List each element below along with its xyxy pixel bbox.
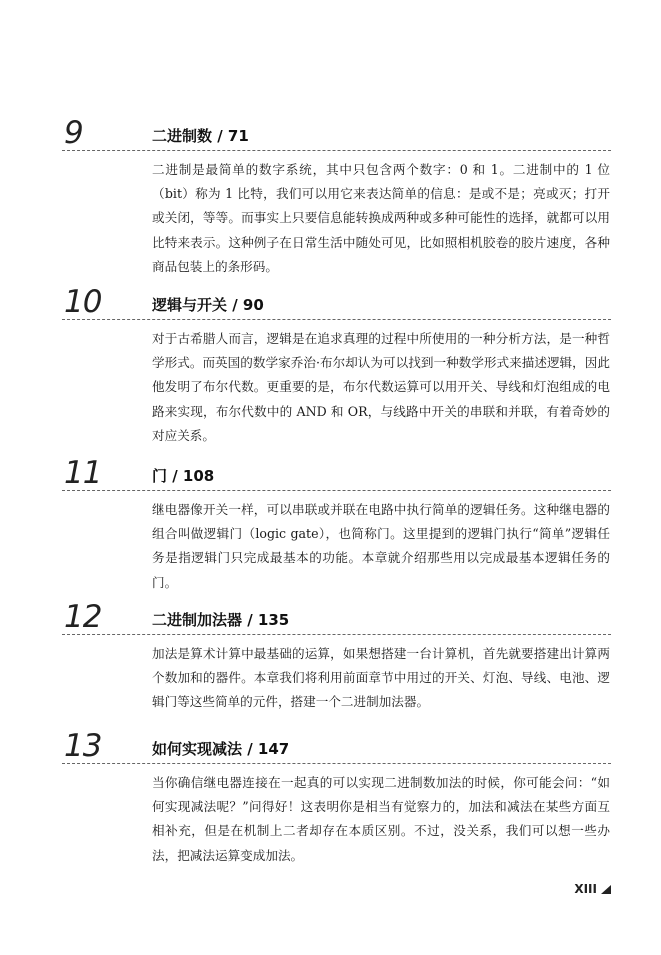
chapter-11: [0, 455, 661, 590]
chapter-number: 9: [64, 115, 83, 151]
chapter-number: 12: [64, 599, 102, 635]
chapter-summary: 二进制是最简单的数字系统，其中只包含两个数字：0 和 1。二进制中的 1 位（bit）称为 1 比特，我们可以用它来表达简单的信息：是或不是；亮或灭；打开或关闭，等等。而事实上只要信息能转换成两种或多种可能性的选择，就都可以用比特来表示。这种例子在日常生活中随处可见，比如照相机胶卷的胶片速度，各种商品包装上的条形码。: [152, 162, 610, 274]
chapter-summary: 继电器像开关一样，可以串联或并联在电路中执行简单的逻辑任务。这种继电器的组合叫做逻辑门（logic gate），也简称门。这里提到的逻辑门执行“简单”逻辑任务是指逻辑门只完成最基本的功能。本章就介绍那些用以完成最基本逻辑任务的门。: [152, 502, 610, 590]
chapter-divider: [62, 763, 611, 764]
page-footer: [574, 882, 611, 896]
chapter-number: 11: [64, 455, 102, 491]
chapter-number: 13: [64, 728, 102, 764]
chapter-header: [0, 456, 661, 490]
chapter-header: [0, 116, 661, 150]
chapter-divider: [62, 319, 611, 320]
chapter-summary: 当你确信继电器连接在一起真的可以实现二进制数加法的时候，你可能会问：“如何实现减法呢？”问得好！这表明你是相当有觉察力的，加法和减法在某些方面互相补充，但是在机制上二者却存在本质区别。不过，没关系，我们可以想一些办法，把减法运算变成加法。: [152, 775, 610, 863]
page-number: XIII: [574, 882, 597, 896]
chapter-summary: 对于古希腊人而言，逻辑是在追求真理的过程中所使用的一种分析方法，是一种哲学形式。而英国的数学家乔治·布尔却认为可以找到一种数学形式来描述逻辑，因此他发明了布尔代数。更重要的是，布尔代数运算可以用开关、导线和灯泡组成的电路来实现，布尔代数中的 AND 和 OR，与线路中开关的串联和并联，有着奇妙的对应关系。: [152, 331, 610, 443]
chapter-divider: [62, 490, 611, 491]
chapter-number: 10: [64, 284, 102, 320]
chapter-summary: 加法是算术计算中最基础的运算，如果想搭建一台计算机，首先就要搭建出计算两个数加和的器件。本章我们将利用前面章节中用过的开关、灯泡、导线、电池、逻辑门等这些简单的元件，搭建一个二进制加法器。: [152, 646, 610, 710]
chapter-header: [0, 729, 661, 763]
chapter-title: 逻辑与开关 / 90: [152, 296, 264, 314]
chapter-title: 如何实现减法 / 147: [152, 740, 290, 758]
chapter-title: 二进制加法器 / 135: [152, 611, 290, 629]
chapter-title: 二进制数 / 71: [152, 127, 249, 145]
chapter-10: [0, 284, 661, 443]
chapter-divider: [62, 634, 611, 635]
chapter-divider: [62, 150, 611, 151]
chapter-header: [0, 285, 661, 319]
triangle-marker-icon: [601, 885, 611, 894]
chapter-13: [0, 728, 661, 863]
chapter-header: [0, 600, 661, 634]
chapter-9: [0, 115, 661, 274]
chapter-12: [0, 599, 661, 710]
chapter-title: 门 / 108: [152, 467, 215, 485]
